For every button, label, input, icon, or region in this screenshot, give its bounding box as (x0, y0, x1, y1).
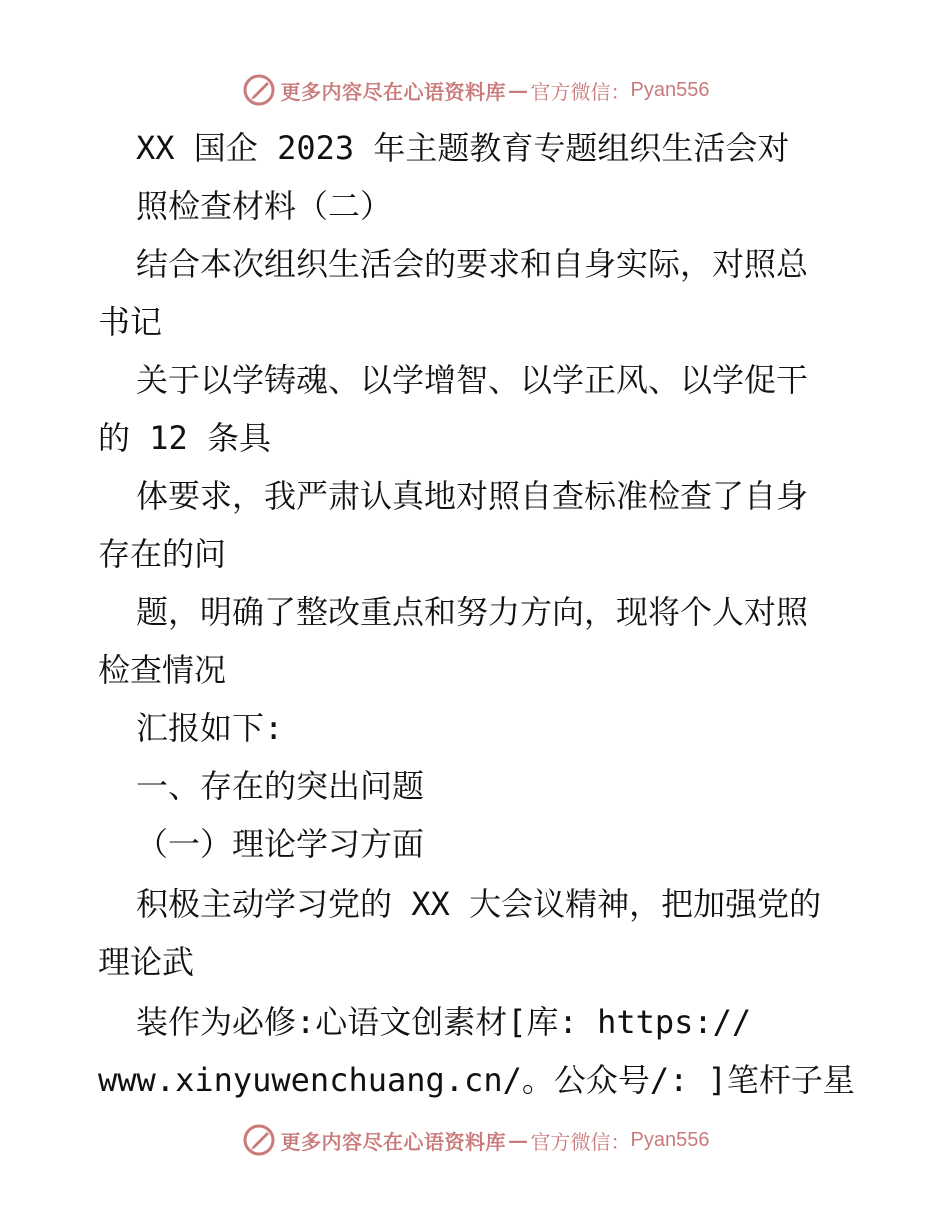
paragraph-line: 检查情况 (98, 651, 227, 689)
watermark-banner-bottom (0, 1120, 950, 1160)
watermark-text: 更多内容尽在心语资料库 (280, 79, 507, 104)
paragraph-line: 关于以学铸魂、以学增智、以学正风、以学促干 (136, 361, 809, 399)
watermark-separator: — (508, 78, 529, 102)
paragraph-line: 书记 (98, 303, 163, 341)
watermark-text: 更多内容尽在心语资料库 (280, 1129, 507, 1154)
paragraph-line: 结合本次组织生活会的要求和自身实际，对照总 (136, 245, 809, 283)
paragraph-line: 题，明确了整改重点和努力方向，现将个人对照 (136, 593, 809, 631)
paragraph-line: 理论武 (98, 943, 195, 981)
watermark-wechat-label: 官方微信： (530, 79, 631, 104)
watermark-wechat-handle: Pyan556 (630, 1128, 710, 1151)
section-heading: 一、存在的突出问题 (136, 767, 425, 805)
paragraph-line: 积极主动学习党的 XX 大会议精神，把加强党的 (136, 885, 822, 923)
watermark-wechat-handle: Pyan556 (630, 78, 710, 101)
watermark-banner-top (0, 70, 950, 110)
watermark-wechat-label: 官方微信： (530, 1129, 631, 1154)
pen-logo-icon (241, 72, 277, 108)
paragraph-line: 的 12 条具 (98, 419, 272, 457)
paragraph-line: 汇报如下: (136, 709, 284, 747)
watermark-separator: — (508, 1128, 529, 1152)
paragraph-line: 体要求，我严肃认真地对照自查标准检查了自身 (136, 477, 809, 515)
subsection-heading: （一）理论学习方面 (136, 825, 425, 863)
paragraph-line: 存在的问 (98, 535, 227, 573)
title-line-2: 照检查材料（二） (136, 187, 393, 225)
paragraph-line: www.xinyuwenchuang.cn/。公众号/: ]笔杆子星 (98, 1061, 855, 1099)
pen-logo-icon (241, 1122, 277, 1158)
title-line-1: XX 国企 2023 年主题教育专题组织生活会对 (136, 129, 790, 167)
paragraph-line: 装作为必修:心语文创素材[库: https:// (136, 1003, 752, 1041)
